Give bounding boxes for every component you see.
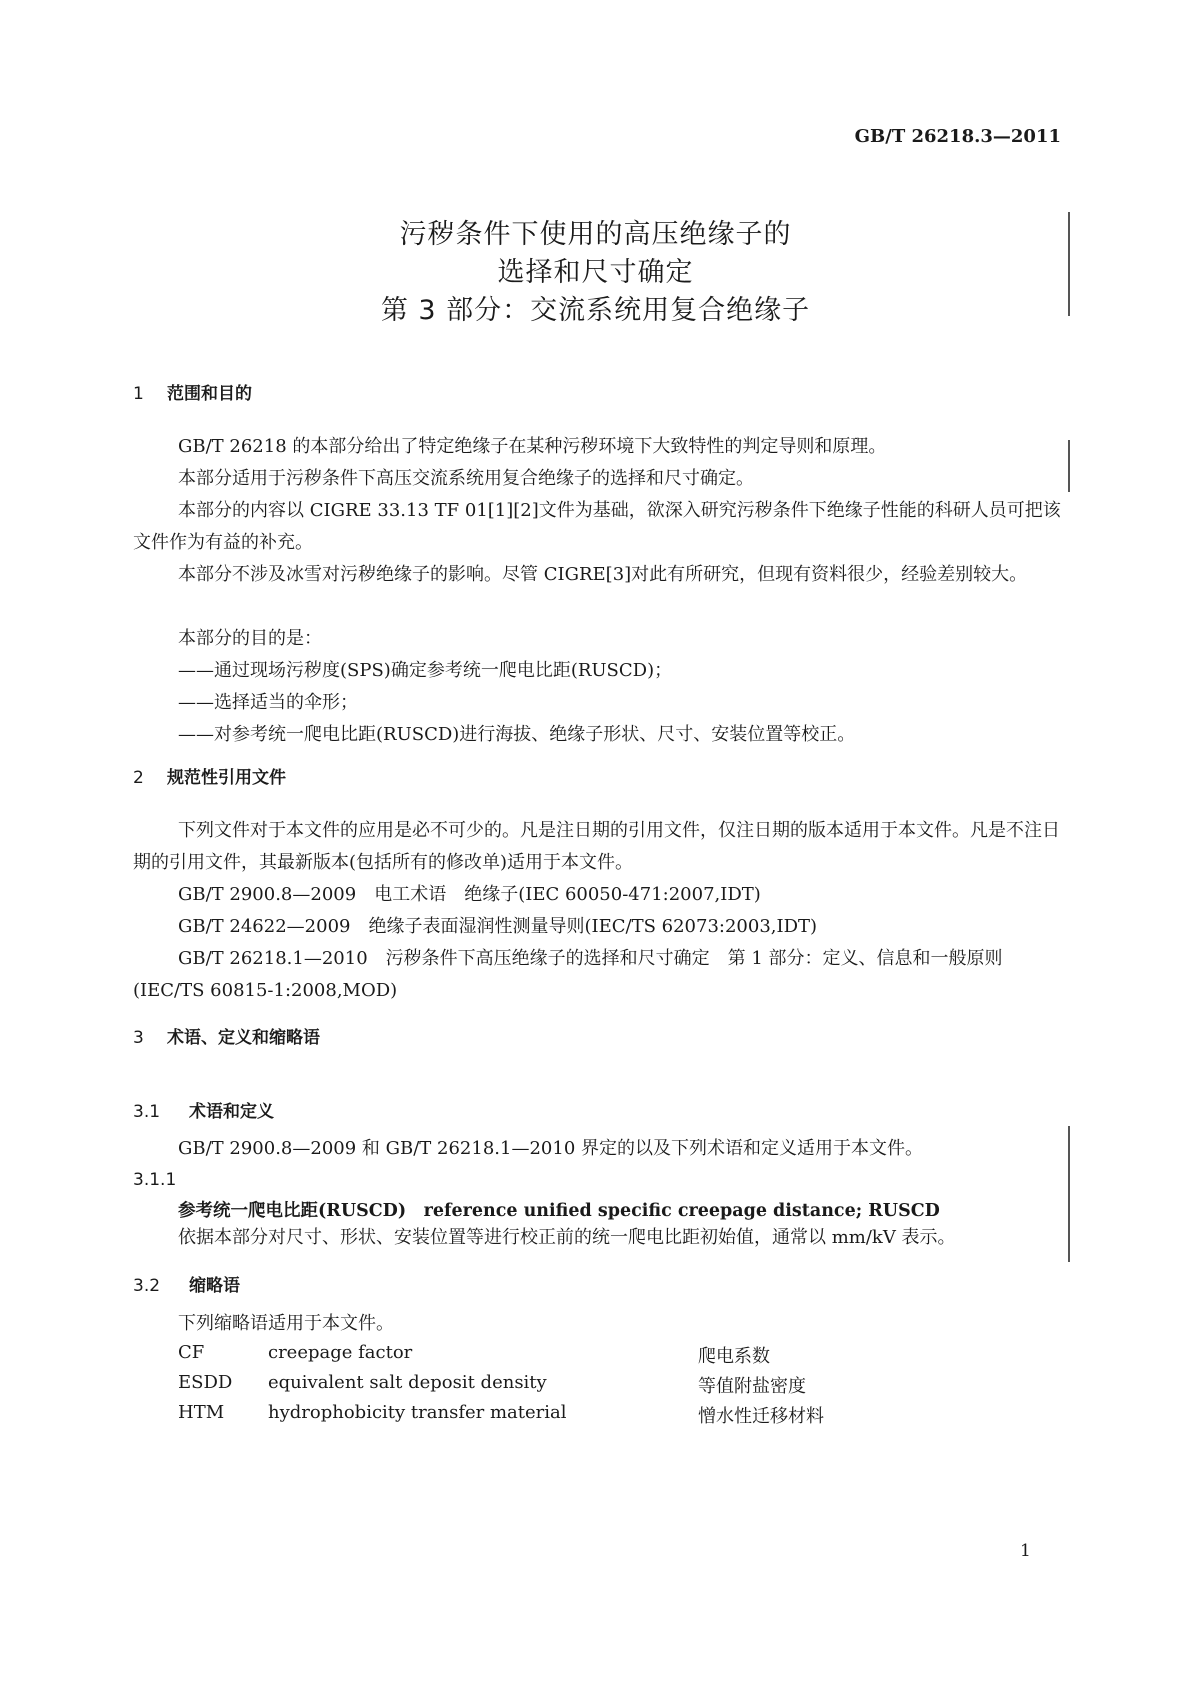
section-2-heading — [133, 763, 286, 788]
section-3-heading — [133, 1023, 320, 1048]
paragraph: 本部分的目的是： — [178, 628, 322, 649]
subsection-title: 术语和定义 — [189, 1102, 274, 1122]
term-number: 3.1.1 — [133, 1170, 177, 1190]
section-number: 2 — [133, 768, 144, 788]
abbreviation: CF — [178, 1342, 205, 1363]
page-number: 1 — [1020, 1541, 1031, 1561]
term-definition: 依据本部分对尺寸、形状、安装位置等进行校正前的统一爬电比距初始值，通常以 mm/kV 表示。 — [178, 1227, 956, 1248]
subsection-title: 缩略语 — [189, 1276, 240, 1296]
abbreviation-english: hydrophobicity transfer material — [268, 1402, 567, 1423]
revision-bar — [1068, 1126, 1070, 1262]
reference-item: GB/T 26218.1—2010 污秽条件下高压绝缘子的选择和尺寸确定 第 1 部分：定义、信息和一般原则(IEC/TS 60815-1:2008,MOD) — [133, 948, 1003, 1001]
subsection-3-1-heading — [133, 1097, 274, 1122]
paragraph: GB/T 2900.8—2009 和 GB/T 26218.1—2010 界定的以及下列术语和定义适用于本文件。 — [178, 1138, 923, 1159]
abbreviation-english: creepage factor — [268, 1342, 413, 1363]
section-title: 范围和目的 — [167, 384, 252, 404]
subsection-number: 3.1 — [133, 1102, 161, 1122]
title-line-1: 污秽条件下使用的高压绝缘子的 — [399, 219, 792, 250]
paragraph: 下列缩略语适用于本文件。 — [178, 1313, 394, 1334]
title-line-3: 第 3 部分：交流系统用复合绝缘子 — [380, 295, 811, 326]
abbreviation: HTM — [178, 1402, 225, 1423]
abbreviation: ESDD — [178, 1372, 233, 1393]
revision-bar — [1068, 212, 1070, 316]
section-title: 规范性引用文件 — [167, 768, 286, 788]
paragraph: GB/T 26218 的本部分给出了特定绝缘子在某种污秽环境下大致特性的判定导则和原理。 — [178, 436, 887, 457]
section-number: 3 — [133, 1028, 144, 1048]
revision-bar — [1068, 440, 1070, 492]
term-entry: 参考统一爬电比距(RUSCD) reference unified specific creepage distance; RUSCD — [178, 1201, 940, 1221]
reference-item: GB/T 2900.8—2009 电工术语 绝缘子(IEC 60050-471:2007,IDT) — [178, 884, 761, 905]
title-line-2: 选择和尺寸确定 — [497, 257, 694, 288]
paragraph: 本部分不涉及冰雪对污秽绝缘子的影响。尽管 CIGRE[3]对此有所研究，但现有资料很少，经验差别较大。 — [178, 564, 1028, 585]
section-number: 1 — [133, 384, 144, 404]
paragraph: 本部分适用于污秽条件下高压交流系统用复合绝缘子的选择和尺寸确定。 — [178, 468, 754, 489]
list-item: ——对参考统一爬电比距(RUSCD)进行海拔、绝缘子形状、尺寸、安装位置等校正。 — [178, 724, 856, 745]
paragraph: 下列文件对于本文件的应用是必不可少的。凡是注日期的引用文件，仅注日期的版本适用于本文件。凡是不注日期的引用文件，其最新版本(包括所有的修改单)适用于本文件。 — [133, 820, 1060, 873]
abbreviation-chinese: 憎水性迁移材料 — [698, 1406, 824, 1427]
abbreviation-chinese: 等值附盐密度 — [698, 1376, 806, 1397]
list-item: ——选择适当的伞形； — [178, 692, 358, 713]
standard-id: GB/T 26218.3—2011 — [854, 126, 1061, 147]
section-1-heading — [133, 379, 252, 404]
paragraph: 本部分的内容以 CIGRE 33.13 TF 01[1][2]文件为基础，欲深入研究污秽条件下绝缘子性能的科研人员可把该文件作为有益的补充。 — [133, 500, 1061, 553]
abbreviation-english: equivalent salt deposit density — [268, 1372, 547, 1393]
abbreviation-chinese: 爬电系数 — [698, 1346, 770, 1367]
reference-item: GB/T 24622—2009 绝缘子表面湿润性测量导则(IEC/TS 62073:2003,IDT) — [178, 916, 818, 937]
subsection-3-2-heading — [133, 1271, 240, 1296]
section-title: 术语、定义和缩略语 — [167, 1028, 320, 1048]
list-item: ——通过现场污秽度(SPS)确定参考统一爬电比距(RUSCD)； — [178, 660, 673, 681]
subsection-number: 3.2 — [133, 1276, 161, 1296]
